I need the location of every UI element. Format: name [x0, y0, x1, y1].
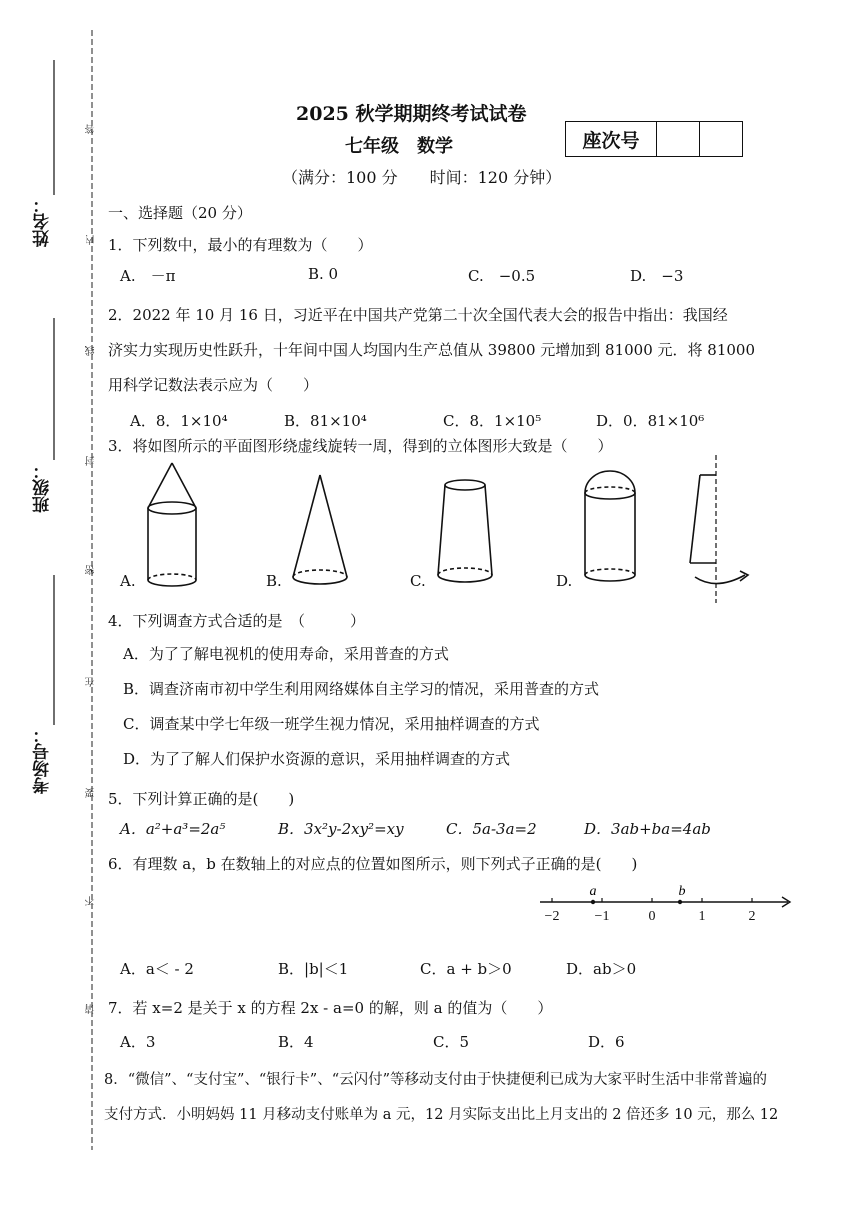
option-a: A．为了了解电视机的使用寿命，采用普查的方式	[123, 645, 449, 663]
figure-a-cone-cylinder	[148, 463, 196, 586]
option-c: C．5a-3a=2	[446, 820, 537, 838]
axis-tick-label: −1	[594, 909, 610, 924]
option-c: C．5	[433, 1033, 470, 1051]
grade-subject: 七年级 数学	[345, 136, 453, 157]
binding-lines	[0, 0, 110, 1226]
option-a: A. －π	[120, 267, 176, 285]
figure-label-d: D.	[556, 572, 573, 590]
option-d: D．6	[588, 1033, 625, 1051]
option-c: C．调查某中学七年级一班学生视力情况，采用抽样调查的方式	[123, 715, 540, 733]
seat-number-box	[565, 121, 743, 157]
point-b-dot	[678, 900, 682, 904]
exam-room-label: 考场号：	[33, 726, 53, 794]
binding-char: 内	[86, 235, 97, 245]
seat-number-label: 座次号	[566, 122, 657, 156]
option-b: B．调查济南市初中学生利用网络媒体自主学习的情况，采用普查的方式	[123, 680, 600, 698]
binding-char: 密	[86, 565, 97, 575]
axis-tick-label: −2	[544, 909, 560, 924]
option-d: D．ab＞0	[566, 960, 637, 978]
figure-b-cone	[293, 475, 347, 584]
figure-c-frustum	[438, 480, 492, 582]
binding-char: 在	[86, 677, 97, 687]
figure-label-a: A.	[120, 572, 136, 590]
option-b: B. 0	[308, 265, 339, 283]
option-d: D．3ab+ba=4ab	[584, 820, 711, 838]
option-d: D．0．81×10⁶	[596, 412, 705, 430]
option-d: D. −3	[630, 267, 684, 285]
seat-number-cell[interactable]	[657, 122, 700, 156]
seat-number-cell[interactable]	[700, 122, 742, 156]
option-b: B．4	[278, 1033, 314, 1051]
binding-char: 答	[86, 124, 97, 134]
plane-figure-with-axis	[690, 455, 748, 603]
question-stem-cont: 支付方式．小明妈妈 11 月移动支付账单为 a 元，12 月实际支出比上月支出的 2 倍还多 10 元，那么 12	[104, 1107, 779, 1123]
figure-label-b: B.	[266, 572, 282, 590]
solid-figures	[110, 455, 760, 605]
option-a: A．a＜ - 2	[120, 960, 194, 978]
binding-char: 封	[86, 456, 97, 466]
binding-char: 要	[86, 788, 97, 798]
figure-label-c: C.	[410, 572, 426, 590]
question-stem: 5．下列计算正确的是( )	[108, 790, 295, 808]
option-b: B．|b|＜1	[278, 960, 349, 978]
axis-tick-label: 0	[648, 909, 656, 924]
point-a-label: a	[589, 884, 597, 899]
option-a: A．a²+a³=2a⁵	[120, 820, 226, 838]
question-stem: 3．将如图所示的平面图形绕虚线旋转一周，得到的立体图形大致是（ ）	[108, 437, 613, 455]
exam-title: 2025 秋学期期终考试试卷	[296, 103, 527, 125]
class-label: 班级：	[33, 462, 53, 513]
binding-char: 线	[86, 346, 97, 356]
score-time: （满分：100 分 时间：120 分钟）	[282, 168, 562, 187]
name-label: 姓名：	[33, 196, 53, 247]
point-a-dot	[591, 900, 595, 904]
question-stem: 6．有理数 a，b 在数轴上的对应点的位置如图所示，则下列式子正确的是( )	[108, 855, 638, 873]
binding-char: 请	[86, 1004, 97, 1014]
axis-tick-label: 1	[698, 909, 706, 924]
question-stem: 1．下列数中，最小的有理数为（ ）	[108, 236, 373, 254]
point-b-label: b	[678, 884, 686, 899]
section-title: 一、选择题（20 分）	[108, 204, 252, 222]
option-c: C．8．1×10⁵	[443, 412, 542, 430]
question-stem: 2．2022 年 10 月 16 日，习近平在中国共产党第二十次全国代表大会的报告中指出：我国经	[108, 306, 728, 324]
question-stem: 4．下列调查方式合适的是 （ ）	[108, 612, 366, 630]
question-stem-cont: 用科学记数法表示应为（ ）	[108, 376, 319, 394]
question-stem: 8．“微信”、“支付宝”、“银行卡”、“云闪付”等移动支付由于快捷便利已成为大家平时生活中非常普遍的	[104, 1072, 768, 1088]
option-c: C. −0.5	[468, 267, 536, 285]
option-a: A．8．1×10⁴	[130, 412, 228, 430]
option-d: D．为了了解人们保护水资源的意识，采用抽样调查的方式	[123, 750, 511, 768]
question-stem: 7．若 x=2 是关于 x 的方程 2x - a=0 的解，则 a 的值为（ ）	[108, 999, 553, 1017]
option-b: B．81×10⁴	[284, 412, 367, 430]
option-c: C．a + b＞0	[420, 960, 512, 978]
binding-char: 不	[86, 896, 97, 906]
figure-d-hemisphere-cylinder	[585, 471, 635, 581]
option-b: B．3x²y-2xy²=xy	[278, 820, 404, 838]
question-stem-cont: 济实力实现历史性跃升，十年间中国人均国内生产总值从 39800 元增加到 81000 元．将 81000	[108, 341, 755, 359]
number-line	[530, 880, 800, 930]
option-a: A．3	[120, 1033, 156, 1051]
axis-tick-label: 2	[748, 909, 756, 924]
